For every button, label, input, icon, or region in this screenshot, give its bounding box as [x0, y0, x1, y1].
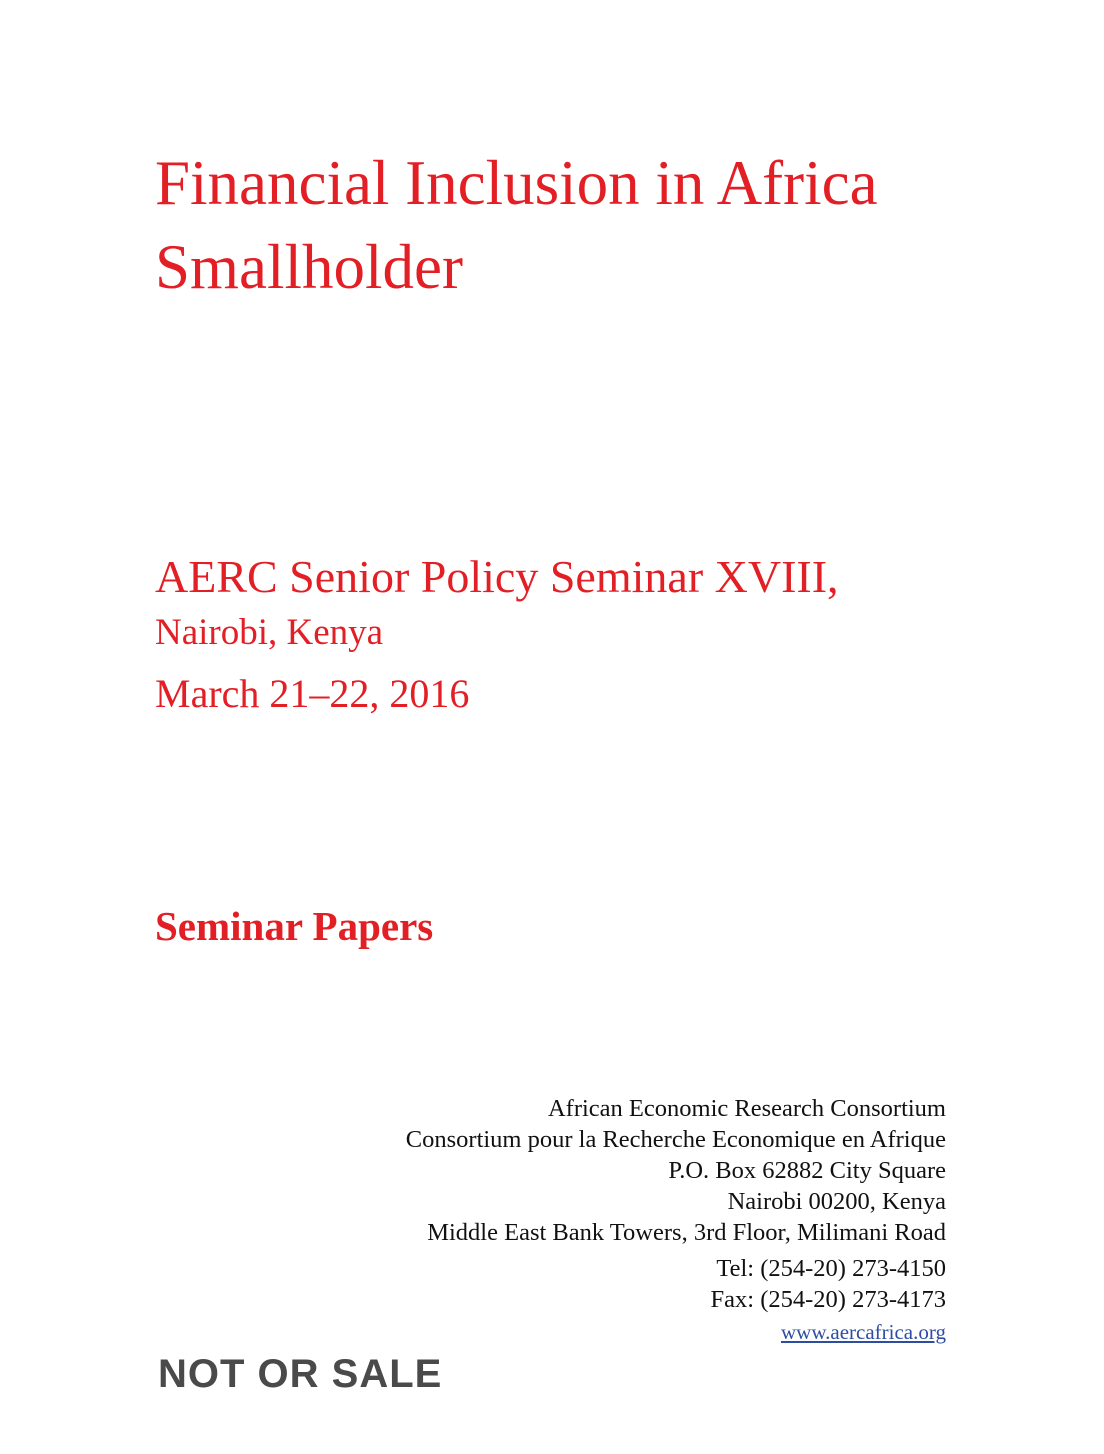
city-line: Nairobi 00200, Kenya: [727, 1188, 946, 1215]
telephone: Tel: (254-20) 273-4150: [716, 1255, 946, 1282]
title-line-2: Smallholder: [155, 232, 463, 302]
organization-name-fr: Consortium pour la Recherche Economique en Afrique: [405, 1126, 946, 1153]
seminar-name: AERC Senior Policy Seminar XVIII,: [155, 551, 839, 602]
seminar-dates: March 21–22, 2016: [155, 671, 470, 716]
fax: Fax: (254-20) 273-4173: [710, 1286, 946, 1313]
seminar-location: Nairobi, Kenya: [155, 612, 384, 653]
street-line: Middle East Bank Towers, 3rd Floor, Milimani Road: [427, 1219, 946, 1246]
organization-name-en: African Economic Research Consortium: [547, 1095, 946, 1122]
section-label: Seminar Papers: [155, 903, 434, 949]
title-line-1: Financial Inclusion in Africa: [155, 148, 878, 218]
publisher-address: [406, 1093, 946, 1348]
po-box: P.O. Box 62882 City Square: [668, 1157, 946, 1184]
footer-notice: NOT OR SALE: [158, 1352, 443, 1396]
website-link[interactable]: www.aercafrica.org: [781, 1320, 946, 1344]
